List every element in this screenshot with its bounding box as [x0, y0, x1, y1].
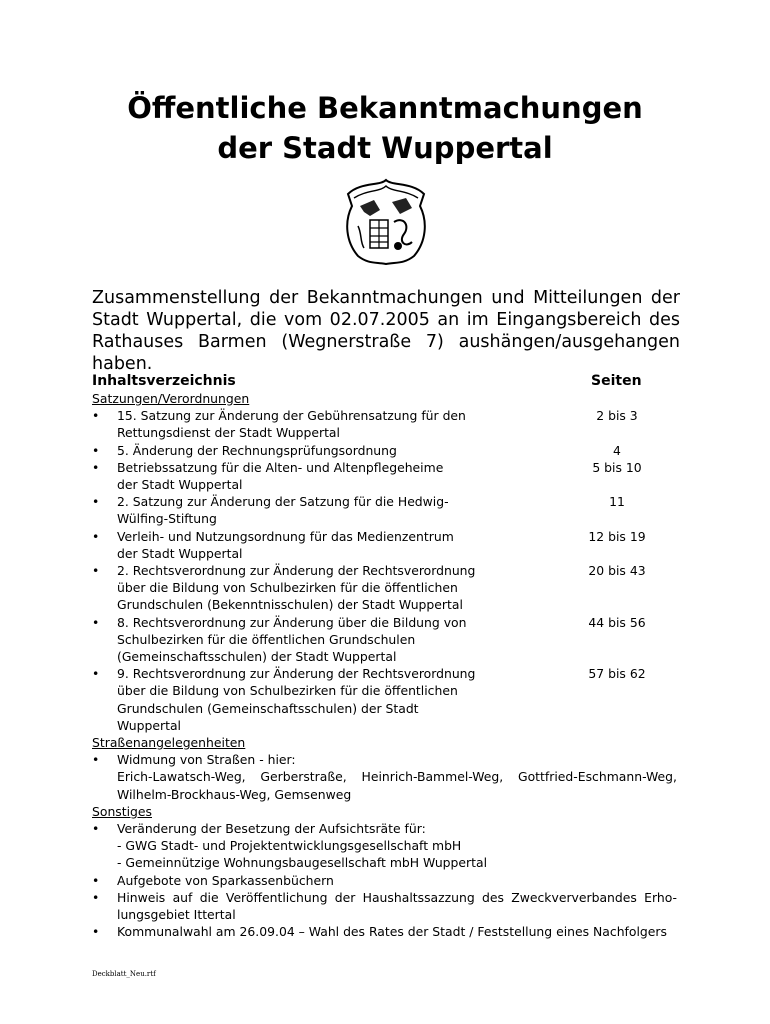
page-range: 11 [609, 494, 625, 510]
footer-filename: Deckblatt_Neu.rtf [92, 970, 156, 978]
table-of-contents [92, 390, 682, 941]
item-text-line: 2. Rechtsverordnung zur Änderung der Rechtsverordnung [117, 563, 476, 579]
list-item [92, 562, 682, 614]
list-item [92, 923, 682, 940]
intro-paragraph: Zusammenstellung der Bekanntmachungen und Mitteilungen der Stadt Wuppertal, die vom 02.07.2005 an im Eingangsbereich des Rathauses Barmen (Wegnerstraße 7) aushängen/ausgehangen haben. [92, 288, 680, 374]
page-title-line-1: Öffentliche Bekanntmachungen [127, 91, 643, 125]
list-item [92, 493, 682, 527]
item-text-line: 15. Satzung zur Änderung der Gebührensatzung für den [117, 408, 466, 424]
toc-heading: Inhaltsverzeichnis [92, 373, 236, 389]
page-range: 5 bis 10 [592, 459, 642, 475]
bullet-icon: • [92, 924, 100, 940]
item-text-line: 5. Änderung der Rechnungsprüfungsordnung [117, 442, 397, 458]
item-text-line: Wilhelm-Brockhaus-Weg, Gemsenweg [117, 786, 352, 802]
list-item [92, 442, 682, 459]
item-text-line: Veränderung der Besetzung der Aufsichtsräte für: [117, 821, 426, 837]
page-range: 57 bis 62 [588, 666, 646, 682]
item-text-line: Aufgebote von Sparkassenbüchern [117, 872, 334, 888]
item-text-line: lungsgebiet Ittertal [117, 907, 236, 923]
list-item [92, 889, 682, 923]
list-item [92, 751, 682, 803]
item-text-line: der Stadt Wuppertal [117, 545, 243, 561]
item-text-line: Wülfing-Stiftung [117, 511, 217, 527]
page-range: 20 bis 43 [588, 563, 646, 579]
item-text-line: Grundschulen (Bekenntnisschulen) der Stadt Wuppertal [117, 597, 463, 613]
item-text-line: über die Bildung von Schulbezirken für die öffentlichen [117, 683, 458, 699]
item-text-line: Widmung von Straßen - hier: [117, 752, 296, 768]
item-text-line: Kommunalwahl am 26.09.04 – Wahl des Rates der Stadt / Feststellung eines Nachfolgers [117, 924, 667, 940]
bullet-icon: • [92, 666, 100, 682]
item-text-line: - Gemeinnützige Wohnungsbaugesellschaft mbH Wuppertal [117, 855, 488, 871]
section-heading: Straßenangelegenheiten [92, 735, 246, 751]
list-item [92, 407, 682, 441]
item-text-line: 8. Rechtsverordnung zur Änderung über die Bildung von [117, 614, 467, 630]
item-text-line: Erich-Lawatsch-Weg, Gerberstraße, Heinrich-Bammel-Weg, Gottfried-Eschmann-Weg, [117, 769, 677, 785]
page-range: 2 bis 3 [596, 408, 638, 424]
page-range: 44 bis 56 [588, 614, 646, 630]
list-item [92, 528, 682, 562]
item-text-line: der Stadt Wuppertal [117, 477, 243, 493]
list-item [92, 820, 682, 872]
item-text-line: - GWG Stadt- und Projektentwicklungsgesellschaft mbH [117, 838, 462, 854]
item-text-line: Verleih- und Nutzungsordnung für das Medienzentrum [117, 528, 454, 544]
item-text-line: 9. Rechtsverordnung zur Änderung der Rechtsverordnung [117, 666, 476, 682]
bullet-icon: • [92, 442, 100, 458]
item-text-line: Schulbezirken für die öffentlichen Grundschulen [117, 631, 416, 647]
bullet-icon: • [92, 889, 100, 905]
coat-of-arms-icon [340, 176, 432, 266]
bullet-icon: • [92, 614, 100, 630]
bullet-icon: • [92, 752, 100, 768]
list-item [92, 459, 682, 493]
list-item [92, 665, 682, 734]
item-text-line: 2. Satzung zur Änderung der Satzung für die Hedwig- [117, 494, 449, 510]
bullet-icon: • [92, 872, 100, 888]
page-range: 4 [613, 442, 621, 458]
list-item [92, 872, 682, 889]
bullet-icon: • [92, 528, 100, 544]
item-text-line: Betriebssatzung für die Alten- und Altenpflegeheime [117, 459, 444, 475]
item-text-line: Rettungsdienst der Stadt Wuppertal [117, 425, 340, 441]
section-heading: Sonstiges [92, 803, 152, 819]
item-text-line: über die Bildung von Schulbezirken für die öffentlichen [117, 580, 458, 596]
item-text-line: Grundschulen (Gemeinschaftsschulen) der Stadt Wuppertal [117, 700, 419, 733]
bullet-icon: • [92, 821, 100, 837]
item-text-line: Hinweis auf die Veröffentlichung der Haushaltssazzung des Zweckververbandes Erho- [117, 889, 677, 905]
list-item [92, 614, 682, 666]
item-text-line: (Gemeinschaftsschulen) der Stadt Wuppertal [117, 649, 397, 665]
section-heading: Satzungen/Verordnungen [92, 391, 250, 406]
page-range: 12 bis 19 [588, 528, 646, 544]
page-title-line-2: der Stadt Wuppertal [217, 131, 553, 165]
bullet-icon: • [92, 563, 100, 579]
bullet-icon: • [92, 459, 100, 475]
bullet-icon: • [92, 494, 100, 510]
toc-pages-heading: Seiten [591, 373, 642, 389]
bullet-icon: • [92, 408, 100, 424]
